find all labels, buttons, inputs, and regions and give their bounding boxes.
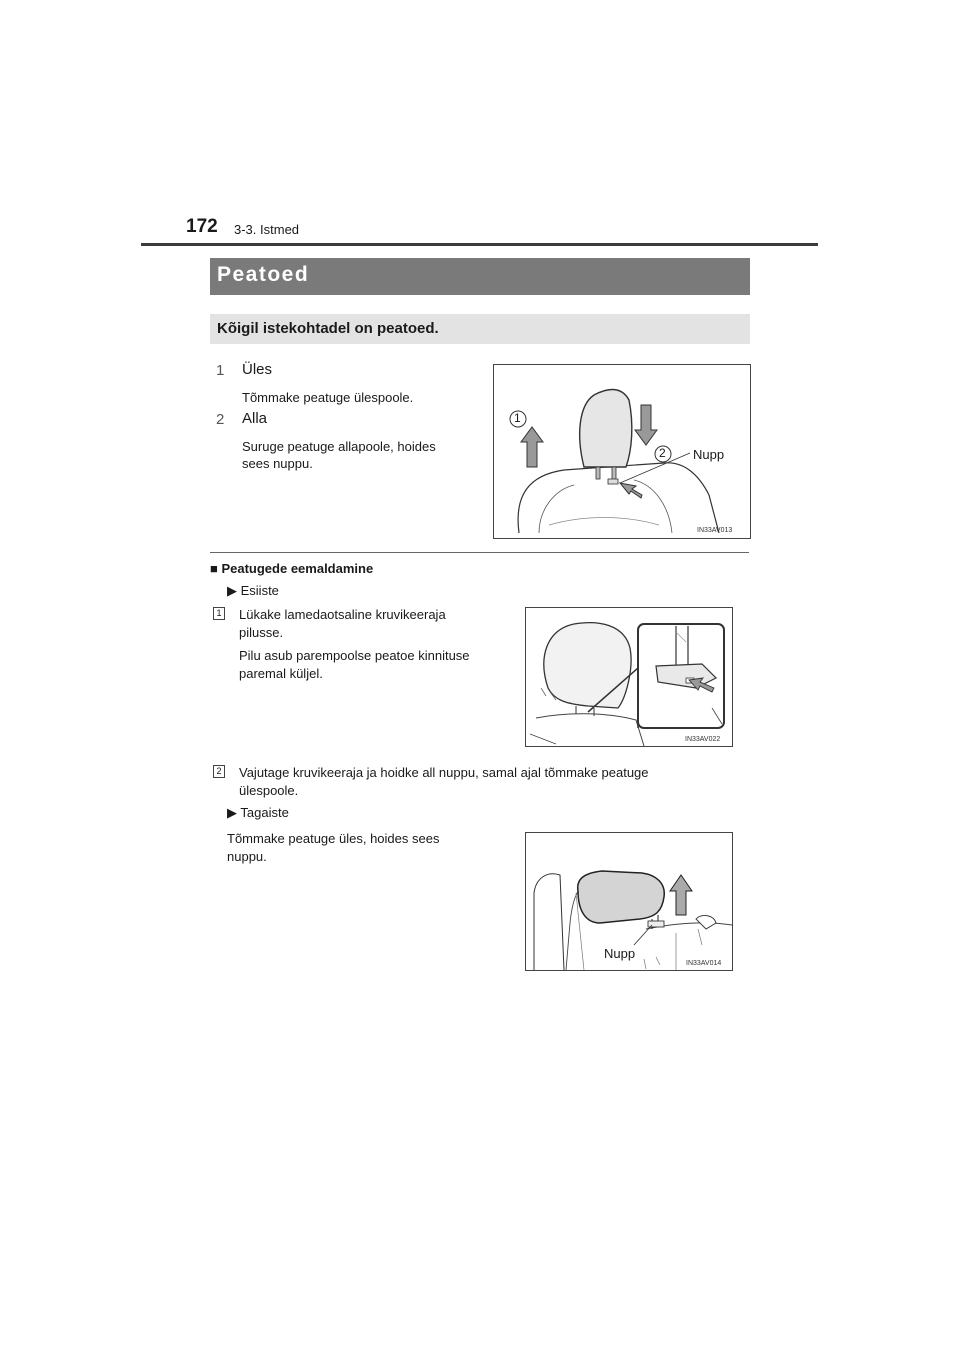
step-1-heading: Üles [242, 361, 273, 378]
intro-bar [210, 314, 750, 344]
front-step-1-note-line1: Pilu asub parempoolse peatoe kinnituse [239, 648, 470, 663]
front-seat-label: ▶ Esiiste [227, 583, 279, 598]
figure3-button-label: Nupp [604, 946, 636, 961]
front-step-2-line1: Vajutage kruvikeeraja ja hoidke all nuppu, samal ajal tõmmake peatuge [239, 765, 649, 780]
intro-text: Kõigil istekohtadel on peatoed. [217, 320, 439, 337]
removal-heading: ■ Peatugede eemaldamine [210, 561, 374, 576]
front-step-1-line2: pilusse. [239, 625, 284, 640]
front-step-1-note-line2: paremal küljel. [239, 666, 323, 681]
black-square-icon: ■ [210, 561, 222, 576]
front-step-1-number: 1 [213, 607, 225, 620]
front-step-2-line2: ülespoole. [239, 783, 299, 798]
front-step-2-number: 2 [213, 765, 225, 778]
section-divider [210, 552, 749, 553]
step-2-text-line1: Suruge peatuge allapoole, hoides [242, 439, 436, 454]
page-number: 172 [186, 216, 218, 237]
rear-text-line2: nuppu. [227, 849, 267, 864]
front-step-1-line1: Lükake lamedaotsaline kruvikeeraja [239, 607, 446, 622]
figure2-code: IN33AV022 [685, 736, 721, 743]
triangle-right-icon: ▶ [227, 805, 237, 820]
step-1-number: 1 [216, 362, 225, 379]
step-2-number: 2 [216, 411, 225, 428]
figure-rear-headrest-removal [525, 832, 733, 971]
figure-headrest-adjust [493, 364, 751, 539]
title-bar [210, 258, 750, 295]
front-removal-illustration [526, 608, 732, 746]
step-2-heading: Alla [242, 410, 268, 427]
step-1-text: Tõmmake peatuge ülespoole. [242, 390, 414, 405]
triangle-right-icon: ▶ [227, 583, 237, 598]
figure1-code: IN33AV013 [697, 527, 733, 534]
figure1-button-label: Nupp [693, 447, 725, 462]
rear-text-line1: Tõmmake peatuge üles, hoides sees [227, 831, 440, 846]
header-rule [141, 243, 818, 246]
figure-front-headrest-removal [525, 607, 733, 747]
rear-seat-label: ▶ Tagaiste [227, 805, 289, 820]
figure1-marker-2: 2 [659, 446, 666, 460]
figure3-code: IN33AV014 [686, 960, 722, 967]
page-title: Peatoed [217, 263, 310, 286]
section-label: 3-3. Istmed [234, 222, 300, 237]
step-2-text-line2: sees nuppu. [242, 456, 313, 471]
figure1-marker-1: 1 [514, 411, 521, 425]
